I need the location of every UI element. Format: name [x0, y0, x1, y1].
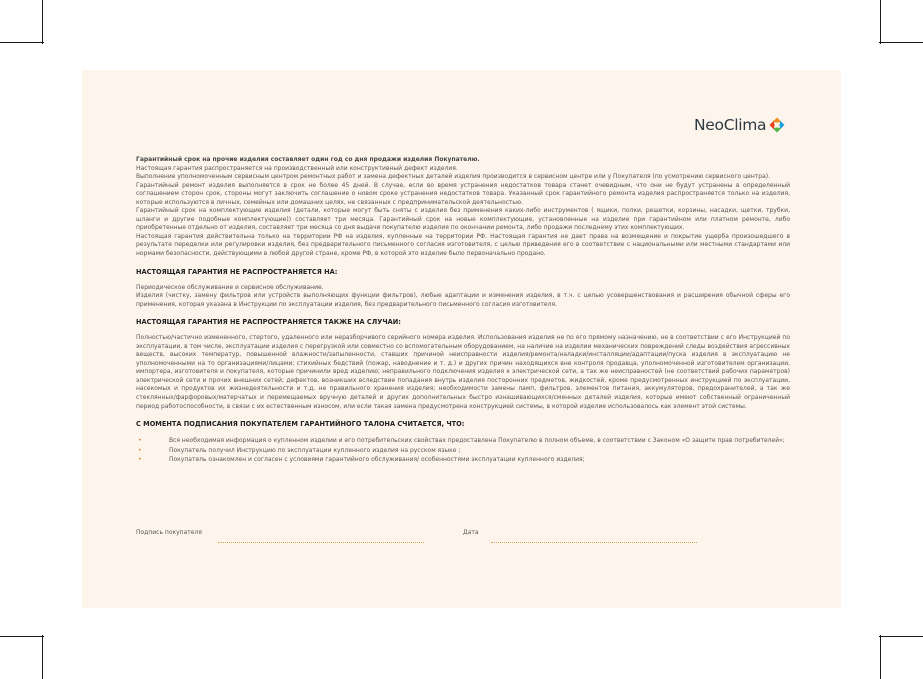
- brand-diamond-icon: [769, 117, 785, 133]
- list-item: • Вся необходимая информация о купленном изделии и его потребительских свойствах предоставлена Покупателю в полном объеме, в соответствии с Законом «О защите прав потребителей»;: [138, 437, 785, 445]
- diamond-top: [773, 118, 781, 123]
- intro-paragraph: Гарантийный срок на комплектующие изделия (детали, которые могут быть сняты с изделия без применения каких-либо инструментов ( ящики, полки, решетки, корзины, насадки, щетки, трубки, шланги и другие подобные комплектующие)) составляет три месяца. Гарантийный срок на новые комплектующие, установленные на изделие при гарантийном или платном ремонте, либо приобретенные отдельно от изделия, составляет три месяца со дня выдачи покупателю изделия по окончании ремонта, либо продажи последнему этих комплектующих.: [136, 207, 790, 232]
- date-label: Дата: [463, 529, 479, 536]
- cases-paragraph: Полностью/частично измененного, стертого, удаленного или неразборчивого серийного номера изделия. Использования изделия не по его прямому назначению, не в соответствии с его Инструкцией по эксплуатации, в том числе, эксплуатации изделия с перегрузкой или совместно со вспомогательным оборудованием, на наличие на изделии механических повреждений следы воздействия агрессивных веществ, высоких температур, повышенной влажности/запыленности, ставших причиной неисправности изделия/ремонта/наладки/инсталляции/адаптации/пуска изделия в эксплуатацию не уполномоченными на то организациями/лицами; стихийных бедствий (пожар, наводнение и т. д.) и других причин находящихся вне контроля продавца, уполномоченной изготовителем организации, импортера, изготовителя и покупателя, которые причинили вред изделию; неправильного подключения изделия к электрической сети, а так же неисправностей (не соответствий рабочих параметров) электрической сети и прочих внешних сетей; дефектов, возникших вследствие попадания внутрь изделия посторонних предметов, жидкостей, кроме предусмотренных инструкцией по эксплуатации, насекомых и продуктов их жизнедеятельности и т.д. не правильного хранения изделия; необходимости замены ламп, фильтров, элементов питания, аккумуляторов, предохранителей, а так же стеклянных/фарфоровых/матерчатых и перемещаемых вручную деталей и других дополнительных быстро изнашивающихся/сменных деталей изделия, которые имеют собственный ограниченный период работоспособности, в связи с их естественным износом, или если такая замена предусмотрена конструкцией системы, в которой изделие использовалось как элемент этой системы.: [136, 334, 790, 410]
- intro-paragraph: Настоящая гарантия распространяется на производственный или конструктивный дефект изделия.: [136, 164, 458, 172]
- diamond-left: [770, 121, 775, 129]
- list-item: • Покупатель получил Инструкцию по эксплуатации купленного изделия на русском языке ;: [138, 446, 461, 454]
- crop-mark: [880, 0, 881, 44]
- brand-logo: [694, 116, 785, 134]
- intro-paragraph: Выполнение уполномоченным сервисным центром ремонтных работ и замена дефектных деталей изделия производится в сервисном центре или у Покупателя (по усмотрению сервисного центра).: [136, 173, 770, 181]
- exclusion-paragraph: Периодическое обслуживание и сервисное обслуживание.: [136, 283, 324, 291]
- crop-mark: [0, 42, 44, 43]
- intro-paragraph: Настоящая гарантия действительна только на территории РФ на изделия, купленные на территории РФ. Настоящая гарантия не дает права на возмещение и покрытие ущерба произошедшего в результате переделки или регулировки изделия, без предварительного письменного согласия изготовителя, с целью приведения его в соответствие с национальными или местными стандартами или нормами безопасности, действующими в любой другой стране, кроме РФ, в которой это изделие было первоначально продано.: [136, 232, 790, 258]
- exclusion-paragraph: Изделия (чистку, замену фильтров или устройств выполняющих функции фильтров), любые адаптации и изменения изделия, в т.ч. с целью усовершенствования и расширения обычной сферы его применения, которая указана в Инструкции по эксплуатации изделия, без предварительного письменного согласия изготовителя.: [136, 292, 790, 308]
- diamond-right: [780, 121, 785, 129]
- list-item: • Покупатель ознакомлен и согласен с условиями гарантийного обслуживания/ особенностями эксплуатации купленного изделия;: [138, 456, 585, 464]
- bullet-icon: •: [138, 437, 142, 445]
- date-field[interactable]: [491, 542, 697, 543]
- brand-name: NeoClima: [694, 116, 767, 134]
- intro-paragraph: Гарантийный ремонт изделия выполняется в срок не более 45 дней. В случае, если во время устранения недостатков товара станет очевидным, что они не будут устранены в определенный соглашением сторон срок, стороны могут заключить соглашение о новом сроке устранения недостатков товара. Указанный срок гарантийного ремонта изделия распространяется только на изделия, которые используются в личных, семейных или домашних целях, не связанных с предпринимательской деятельностью.: [136, 181, 790, 206]
- crop-mark: [880, 635, 881, 679]
- bullet-icon: •: [138, 446, 142, 454]
- crop-mark: [879, 636, 923, 637]
- buyer-signature-label: Подпись покупателя: [136, 529, 202, 536]
- warranty-lead: Гарантийный срок на прочие изделия составляет один год со дня продажи изделия Покупателю.: [136, 156, 480, 163]
- signing-conditions-list: [136, 436, 790, 465]
- signature-row: [136, 529, 790, 545]
- bullet-icon: •: [138, 456, 142, 464]
- section-heading-exclusions: НАСТОЯЩАЯ ГАРАНТИЯ НЕ РАСПРОСТРАНЯЕТСЯ НА:: [136, 267, 338, 276]
- section-heading-cases: НАСТОЯЩАЯ ГАРАНТИЯ НЕ РАСПРОСТРАНЯЕТСЯ ТАКЖЕ НА СЛУЧАИ:: [136, 318, 401, 327]
- warranty-text: [136, 156, 790, 465]
- buyer-signature-field[interactable]: [218, 542, 424, 543]
- crop-mark: [879, 42, 923, 43]
- section-heading-signing: С МОМЕНТА ПОДПИСАНИЯ ПОКУПАТЕЛЕМ ГАРАНТИЙНОГО ТАЛОНА СЧИТАЕТСЯ, ЧТО:: [136, 420, 465, 429]
- crop-mark: [42, 635, 43, 679]
- crop-mark: [0, 636, 44, 637]
- crop-mark: [42, 0, 43, 44]
- diamond-bottom: [773, 127, 781, 132]
